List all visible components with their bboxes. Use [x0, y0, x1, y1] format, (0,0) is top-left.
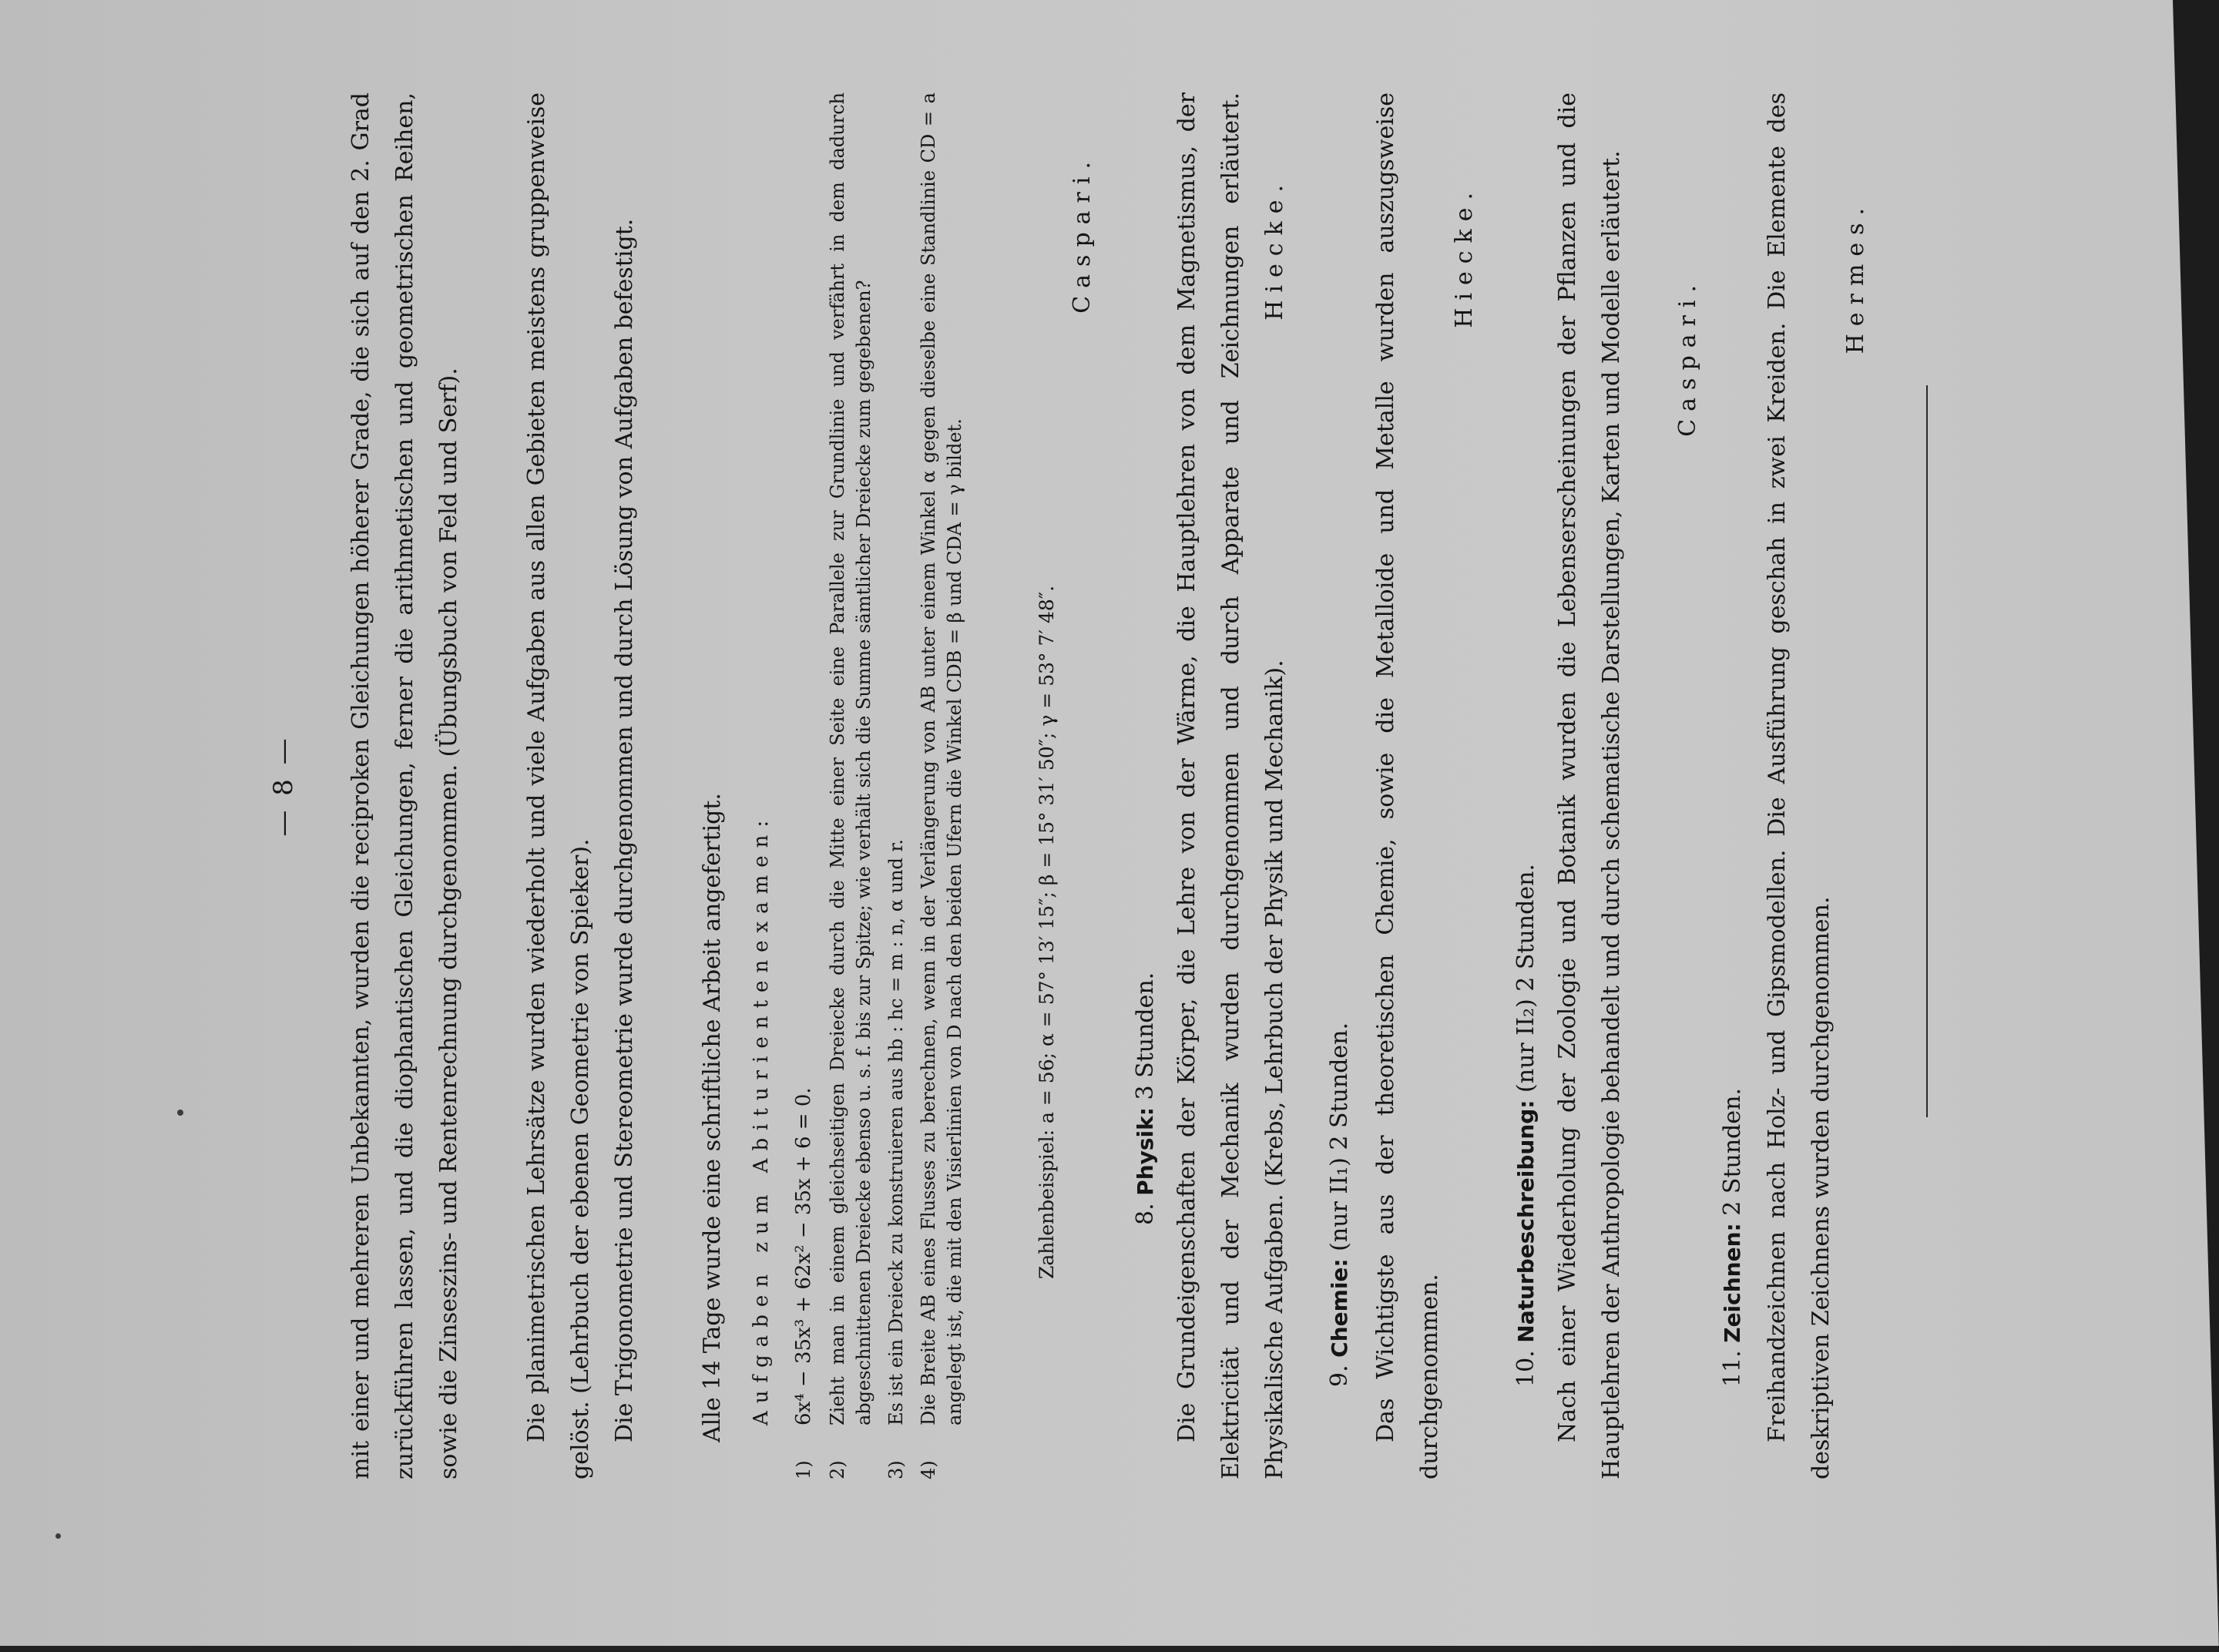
paragraph-algebra: mit einer und mehreren Unbekannten, wurden die reciproken Gleichungen höherer Grade, die sich auf den 2. Grad zurückführen lassen, und die diophantischen Gleichungen, ferner die arithmetischen und geometrischen Reihen, sowie die Zinseszins- und Rentenrechnung durchgenommen. (Übungsbuch von Feld und Serf).: [347, 92, 462, 1479]
scan-speck: [55, 1533, 61, 1539]
paragraph-planimetrie: Die planimetrischen Lehrsätze wurden wiederholt und viele Aufgaben aus allen Gebieten meistens gruppenweise gelöst. (Lehrbuch der ebenen Geometrie von Spieker).: [523, 92, 594, 1479]
rotated-page-content: [247, 92, 2173, 1479]
abitur-heading: Aufgaben zum Abiturientenexamen:: [750, 812, 773, 1425]
section-physik-heading: [1123, 146, 1167, 1225]
exam-item-text: Es ist ein Dreieck zu konstruieren aus hb : hc = m : n, α und r.: [885, 839, 907, 1425]
exam-item-text: Die Breite AB eines Flusses zu berechnen, wenn in der Verlängerung von AB unter einem Winkel α gegen dieselbe eine Standlinie CD = a angelegt ist, die mit den Visierlinien von D nach den beiden Ufern die Winkel CDB = β und CDA = γ bildet.: [918, 92, 965, 1425]
paragraph-naturbeschreibung: Nach einer Wiederholung der Zoologie und Botanik wurden die Lebenserscheinungen der Pflanzen und die Hauptlehren der Anthropologie behandelt und durch schematische Darstellungen, Karten und Modelle erläutert.: [1554, 92, 1625, 1479]
page-number: — 8 —: [268, 735, 299, 837]
zahlenbeispiel: Zahlenbeispiel: a = 56; α = 57° 13′ 15″; β = 15° 31′ 50″; γ = 53° 7′ 48″.: [1036, 585, 1058, 1279]
paragraph-trigonometrie: Die Trigonometrie und Stereometrie wurde durchgenommen und durch Lösung von Aufgaben befestigt.: [611, 218, 638, 1442]
scan-speck: [177, 1110, 183, 1116]
section-number: 10.: [1512, 1350, 1539, 1387]
signature-hiecke: Hiecke.: [1451, 185, 1478, 328]
section-naturbeschreibung-heading: [1504, 231, 1548, 1387]
section-title: Naturbeschreibung:: [1513, 1100, 1539, 1343]
section-hours: 2 Stunden.: [1719, 1088, 1746, 1216]
exam-item-text: 6x⁴ − 35x³ + 62x² − 35x + 6 = 0.: [792, 1087, 815, 1425]
paragraph-chemie: Das Wichtigste aus der theoretischen Chemie, sowie die Metalloide und Metalle wurden auszugsweise durchgenommen.: [1372, 92, 1443, 1479]
signature-hermes: Hermes.: [1842, 200, 1869, 354]
signature-caspari: Caspari.: [1674, 277, 1701, 437]
paragraph-zeichnen: Freihandzeichnen nach Holz- und Gipsmodellen. Die Ausführung geschah in zwei Kreiden. Die Elemente des deskriptiven Zeichnens wurden durchgenommen.: [1764, 92, 1835, 1479]
signature-hiecke: Hiecke.: [1261, 177, 1288, 321]
scan-border-bottom: [0, 1646, 2219, 1652]
paragraph-physik: Die Grundeigenschaften der Körper, die Lehre von der Wärme, die Hauptlehren von dem Magnetismus, der Elektricität und der Mechanik wurden durchgenommen und durch Apparate und Zeichnungen erläutert. Physikalische Aufgaben. (Krebs, Lehrbuch der Physik und Mechanik).: [1173, 92, 1288, 1479]
signature-caspari: Caspari.: [1069, 154, 1096, 314]
exam-item-number: 2): [827, 1460, 848, 1479]
section-hours: 3 Stunden.: [1132, 972, 1159, 1100]
section-title: Chemie:: [1327, 1258, 1352, 1358]
section-number: 9.: [1326, 1365, 1353, 1387]
closing-rule: [1926, 385, 1928, 1117]
scan-border-shadow: [2173, 0, 2219, 1652]
paragraph-schriftliche-arbeit: Alle 14 Tage wurde eine schriftliche Arbeit angefertigt.: [699, 793, 726, 1442]
exam-list: [791, 92, 968, 1479]
exam-item-number: 4): [918, 1460, 939, 1479]
section-title: Zeichnen:: [1720, 1223, 1745, 1343]
exam-item-3: [883, 92, 909, 1479]
section-number: 11.: [1719, 1350, 1746, 1387]
section-zeichnen-heading: [1710, 231, 1754, 1387]
section-hours: (nur II₂) 2 Stunden.: [1512, 864, 1539, 1093]
exam-item-2: [824, 92, 877, 1479]
section-hours: (nur II₁) 2 Stunden.: [1326, 1022, 1353, 1251]
section-chemie-heading: [1318, 231, 1361, 1387]
exam-item-number: 3): [885, 1460, 907, 1479]
exam-item-1: [791, 92, 817, 1479]
exam-item-4: [915, 92, 968, 1479]
section-number: 8.: [1132, 1203, 1159, 1225]
exam-item-number: 1): [793, 1460, 814, 1479]
section-title: Physik:: [1133, 1107, 1158, 1196]
exam-item-text: Zieht man in einem gleichseitigen Dreiecke durch die Mitte einer Seite eine Parallele zur Grundlinie und verfährt in dem dadurch abgeschnittenen Dreiecke ebenso u. s. f. bis zur Spitze; wie verhält sich die Summe sämtlicher Dreiecke zum gegebenen?: [827, 92, 875, 1425]
